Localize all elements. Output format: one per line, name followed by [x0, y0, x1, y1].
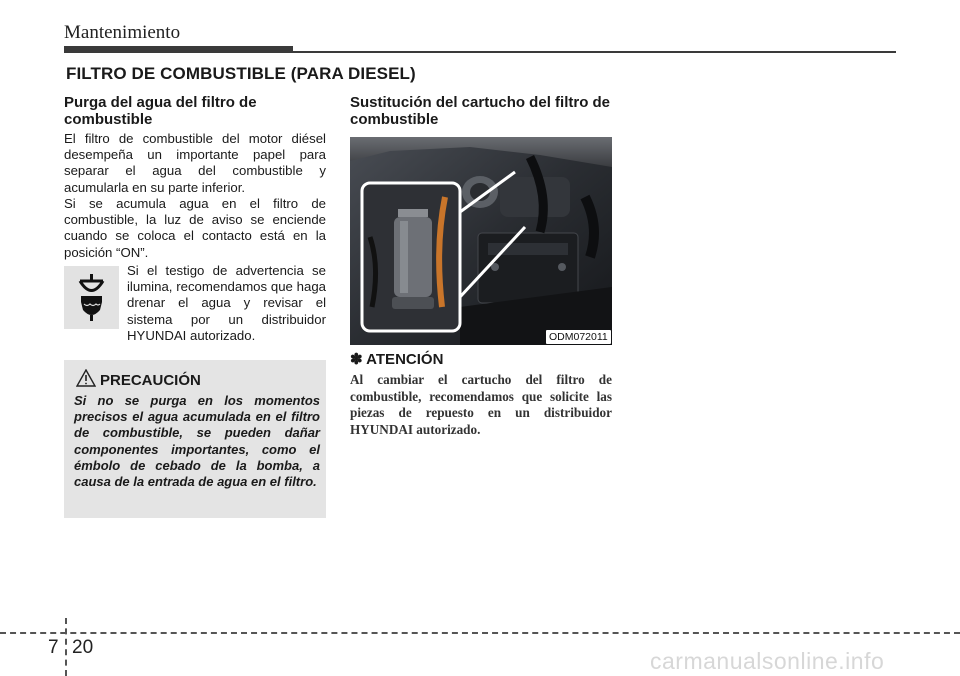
footer-rule: [0, 632, 960, 634]
left-heading: Purga del agua del filtro de combustible: [64, 94, 257, 128]
chapter-number: 7: [48, 637, 59, 658]
attention-text: Al cambiar el cartucho del filtro de combustible, recomendamos que solicite las piezas de repuesto en un distribuidor HYUNDAI autorizado.: [350, 372, 612, 437]
right-heading: Sustitución del cartucho del filtro de combustible: [350, 94, 611, 128]
header-rule: [293, 51, 896, 53]
watermark: carmanualsonline.info: [650, 648, 885, 674]
water-in-fuel-warning-icon: [64, 266, 119, 329]
chapter-title: Mantenimiento: [64, 22, 181, 43]
attention-title: ✽ ATENCIÓN: [350, 351, 444, 368]
caution-title: PRECAUCIÓN: [100, 372, 201, 389]
caution-text: Si no se purga en los momentos precisos el agua acumulada en el filtro de combustible, se pueden dañar componentes importantes, como el émbolo de cebado de la bomba, a causa de la entrada de agua en el filtro.: [74, 393, 320, 490]
footer-divider: [65, 618, 67, 676]
engine-bay-photo: [350, 137, 612, 345]
header-bar: [64, 46, 293, 53]
paragraph-3: Si el testigo de advertencia se ilumina, recomendamos que haga drenar el agua y revisar el sistema por un distribuidor HYUNDAI autorizado.: [127, 263, 326, 343]
paragraph-2: Si se acumula agua en el filtro de combustible, la luz de aviso se enciende cuando se coloca el contacto está en la posición “ON”.: [64, 196, 326, 260]
photo-code: ODM072011: [546, 330, 611, 344]
page-number: 20: [72, 637, 94, 658]
caution-triangle-icon: [76, 369, 96, 392]
section-title: FILTRO DE COMBUSTIBLE (PARA DIESEL): [66, 64, 416, 83]
paragraph-1: El filtro de combustible del motor diésel desempeña un importante papel para separar el agua del combustible y acumularla en su parte inferior.: [64, 131, 326, 195]
